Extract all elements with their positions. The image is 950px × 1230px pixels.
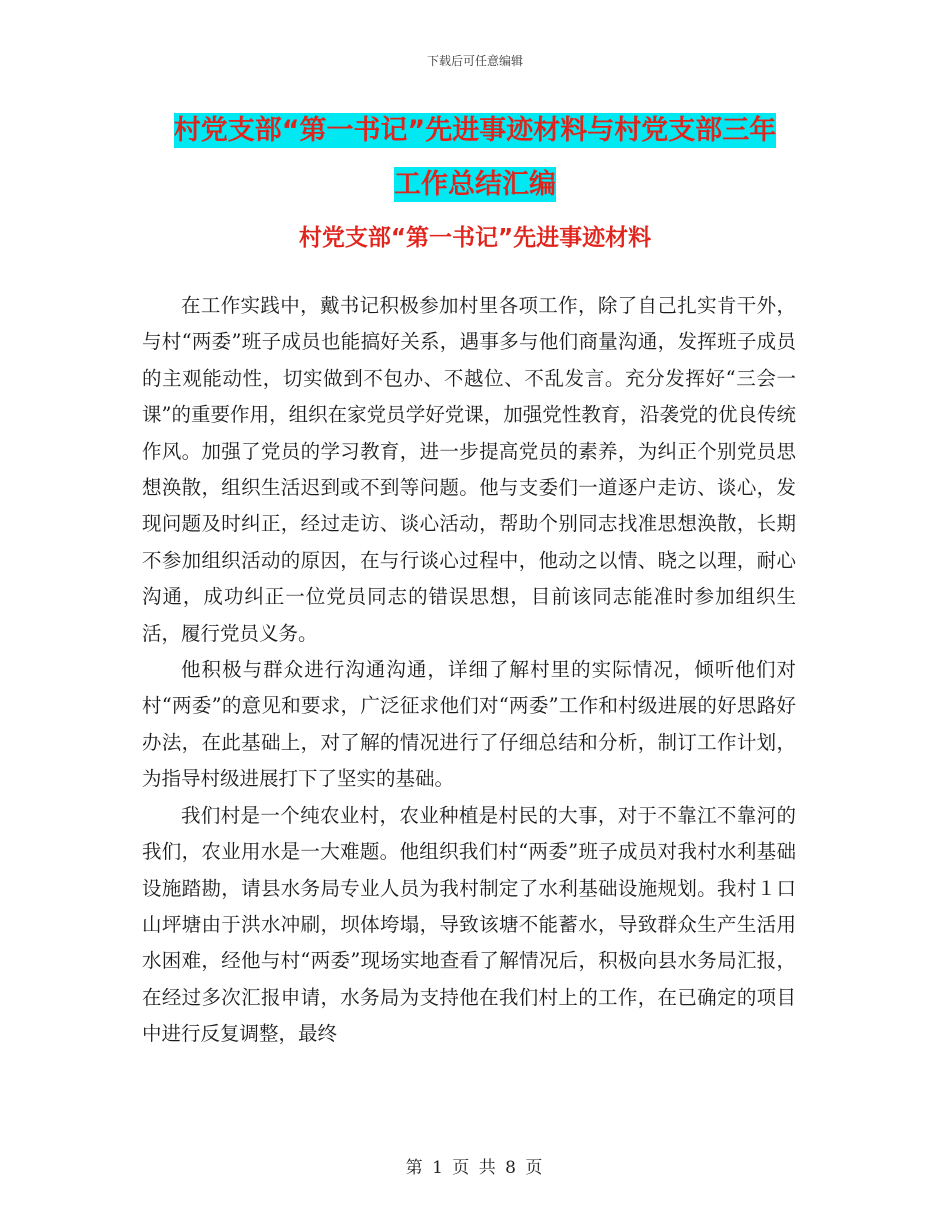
page-number-footer: 第 1 页 共 8 页 xyxy=(405,1158,545,1178)
body-text xyxy=(142,288,796,1053)
paragraph: 他积极与群众进行沟通沟通，详细了解村里的实际情况，倾听他们对村“两委”的意见和要求，广泛征求他们对“两委”工作和村级进展的好思路好办法，在此基础上，对了解的情况进行了仔细总结和分析，制订工作计划，为指导村级进展打下了坚实的基础。 xyxy=(142,658,796,791)
document-title xyxy=(150,104,800,212)
page-header-note: 下载后可任意编辑 xyxy=(426,54,523,68)
document-title-line-1: 村党支部“第一书记”先进事迹材料与村党支部三年 xyxy=(173,115,777,146)
document-title-line-2: 工作总结汇编 xyxy=(394,169,556,200)
paragraph: 在工作实践中，戴书记积极参加村里各项工作，除了自己扎实肯干外，与村“两委”班子成员也能搞好关系，遇事多与他们商量沟通，发挥班子成员的主观能动性，切实做到不包办、不越位、不乱发言。充分发挥好“三会一课”的重要作用，组织在家党员学好党课，加强党性教育，沿袭党的优良传统作风。加强了党员的学习教育，进一步提高党员的素养，为纠正个别党员思想涣散，组织生活迟到或不到等问题。他与支委们一道逐户走访、谈心，发现问题及时纠正，经过走访、谈心活动，帮助个别同志找准思想涣散，长期不参加组织活动的原因，在与行谈心过程中，他动之以情、晓之以理，耐心沟通，成功纠正一位党员同志的错误思想，目前该同志能准时参加组织生活，履行党员义务。 xyxy=(142,294,796,645)
paragraph: 我们村是一个纯农业村，农业种植是村民的大事，对于不靠江不靠河的我们，农业用水是一大难题。他组织我们村“两委”班子成员对我村水利基础设施踏勘，请县水务局专业人员为我村制定了水利基础设施规划。我村１口山坪塘由于洪水冲刷，坝体垮塌，导致该塘不能蓄水，导致群众生产生活用水困难，经他与村“两委”现场实地查看了解情况后，积极向县水务局汇报，在经过多次汇报申请，水务局为支持他在我们村上的工作，在已确定的项目中进行反复调整，最终 xyxy=(142,803,796,1046)
section-title: 村党支部“第一书记”先进事迹材料 xyxy=(298,225,652,251)
